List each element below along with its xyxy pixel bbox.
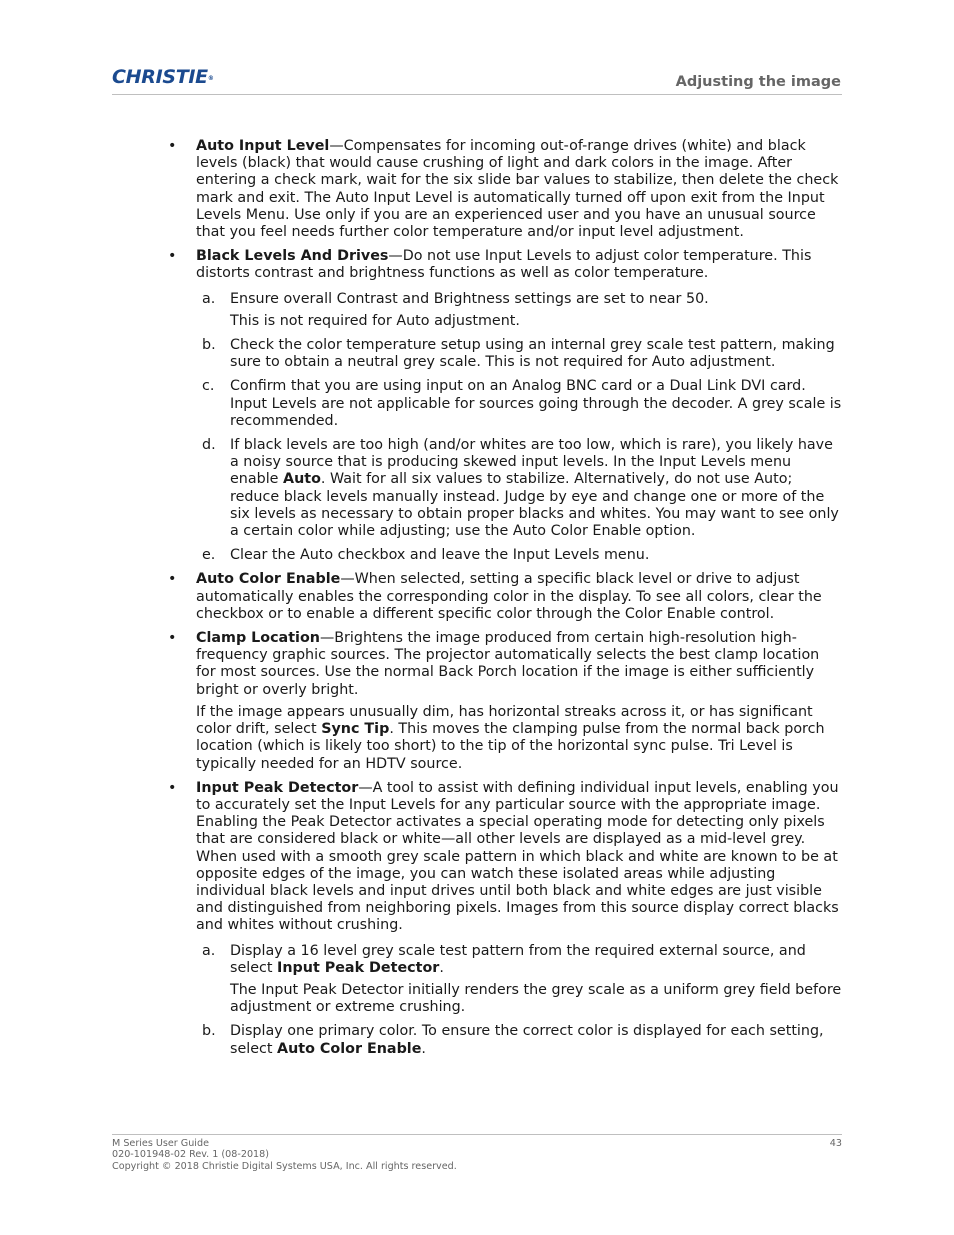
- step-e: [196, 547, 842, 564]
- term-input-peak-detector: Input Peak Detector: [196, 779, 359, 796]
- bold-term-auto-color-enable: Auto Color Enable: [277, 1040, 422, 1057]
- step-text: Display one primary color. To ensure the correct color is displayed for each setting, select Auto Color Enable.: [230, 1023, 824, 1057]
- step-letter: a.: [202, 290, 216, 307]
- bullet-icon: •: [168, 571, 177, 588]
- description: —Do not use Input Levels to adjust color temperature. This distorts contrast and brightness functions as well as color temperature.: [196, 248, 812, 282]
- christie-logo: CHRISTIE®: [112, 66, 214, 88]
- bullet-icon: •: [168, 779, 177, 796]
- step-letter: e.: [202, 547, 216, 564]
- step-text: Confirm that you are using input on an Analog BNC card or a Dual Link DVI card. Input Levels are not applicable for sources going through the decoder. A grey scale is recommended.: [230, 378, 842, 429]
- clamp-location-detail: If the image appears unusually dim, has horizontal streaks across it, or has significant color drift, select Sync Tip. This moves the clamping pulse from the normal back porch location (which is likely too short) to the tip of the horizontal sync pulse. Tri Level is typically needed for an HDTV source.: [196, 703, 825, 772]
- step-letter: d.: [202, 437, 216, 454]
- step-a: [196, 943, 842, 1017]
- footer-divider: [112, 1134, 842, 1135]
- bold-term-auto: Auto: [283, 471, 321, 488]
- step-text: If black levels are too high (and/or whites are too low, which is rare), you likely have a noisy source that is producing skewed input levels. In the Input Levels menu enable Auto. Wait for all six values to stabilize. Alternatively, do not use Auto; reduce black levels manually instead. Judge by eye and change one or more of the six levels as necessary to obtain proper blacks and whites. You may want to see only a certain color while adjusting; use the Auto Color Enable option.: [230, 437, 839, 540]
- bold-term-sync-tip: Sync Tip: [321, 721, 390, 738]
- step-note: This is not required for Auto adjustment.: [230, 312, 520, 329]
- step-letter: a.: [202, 942, 216, 959]
- footer-guide-title: M Series User Guide: [112, 1138, 209, 1149]
- step-text: Ensure overall Contrast and Brightness settings are set to near 50.: [230, 290, 709, 307]
- step-letter: c.: [202, 378, 215, 395]
- step-b: [196, 337, 842, 371]
- footer-revision: 020-101948-02 Rev. 1 (08-2018): [112, 1149, 270, 1161]
- description: —Brightens the image produced from certain high-resolution high-frequency graphic sources. The projector automatically selects the best clamp location for most sources. Use the normal Back Porch location if the image is either sufficiently bright or overly bright.: [196, 630, 820, 698]
- description: —When selected, setting a specific black level or drive to adjust automatically enables the corresponding color in the display. To see all colors, clear the checkbox or to enable a different specific color through the Color Enable control.: [196, 571, 822, 622]
- footer-copyright: Copyright © 2018 Christie Digital Systems USA, Inc. All rights reserved.: [112, 1160, 457, 1172]
- list-item-auto-color-enable: [112, 571, 842, 623]
- step-list: [196, 291, 842, 565]
- term-auto-input-level: Auto Input Level: [196, 138, 330, 154]
- list-item-input-peak-detector: [112, 780, 842, 1058]
- bullet-icon: •: [168, 248, 177, 265]
- term-auto-color-enable: Auto Color Enable: [196, 571, 341, 588]
- term-black-levels-and-drives: Black Levels And Drives: [196, 248, 389, 265]
- list-item-clamp-location: [112, 630, 842, 773]
- step-text: Display a 16 level grey scale test pattern from the required external source, and select Input Peak Detector.: [230, 942, 806, 976]
- bullet-icon: •: [168, 630, 177, 647]
- term-clamp-location: Clamp Location: [196, 630, 320, 647]
- description: —Compensates for incoming out-of-range drives (white) and black levels (black) that would cause crushing of light and dark colors in the image. After entering a check mark, wait for the six slide bar values to stabilize, then delete the check mark and exit. The Auto Input Level is automatically turned off upon exit from the Input Levels Menu. Use only if you are an experienced user and you have an unusual source that you feel needs further color temperature and/or input level adjustment.: [196, 138, 839, 241]
- step-note: The Input Peak Detector initially renders the grey scale as a uniform grey field before adjustment or extreme crushing.: [230, 981, 842, 1016]
- page-content: [112, 138, 842, 1065]
- step-letter: b.: [202, 1023, 216, 1040]
- step-c: [196, 378, 842, 430]
- page-number: 43: [829, 1138, 842, 1149]
- step-list: [196, 943, 842, 1058]
- list-item-black-levels-and-drives: [112, 248, 842, 564]
- bold-term-input-peak-detector: Input Peak Detector: [277, 959, 440, 976]
- step-text: Check the color temperature setup using an internal grey scale test pattern, making sure to obtain a neutral grey scale. This is not required for Auto adjustment.: [230, 337, 835, 371]
- page-footer: [112, 1138, 842, 1172]
- step-letter: b.: [202, 337, 216, 354]
- description: —A tool to assist with defining individual input levels, enabling you to accurately set the Input Levels for any particular source with the appropriate image. Enabling the Peak Detector activates a special operating mode for detecting only pixels that are considered black or white—all other levels are displayed as a mid-level grey. When used with a smooth grey scale pattern in which black and white are known to be at opposite edges of the image, you can watch these isolated areas while adjusting individual black levels and input drives until both black and white edges are just visible and distinguished from neighboring pixels. Images from this source display correct blacks and whites without crushing.: [196, 779, 839, 934]
- list-item-auto-input-level: [112, 138, 842, 241]
- header-divider: [112, 94, 842, 95]
- step-a: [196, 291, 842, 330]
- step-text: Clear the Auto checkbox and leave the Input Levels menu.: [230, 547, 650, 564]
- step-b: [196, 1023, 842, 1057]
- step-d: [196, 437, 842, 540]
- section-title: Adjusting the image: [675, 74, 841, 90]
- bullet-icon: •: [168, 138, 177, 154]
